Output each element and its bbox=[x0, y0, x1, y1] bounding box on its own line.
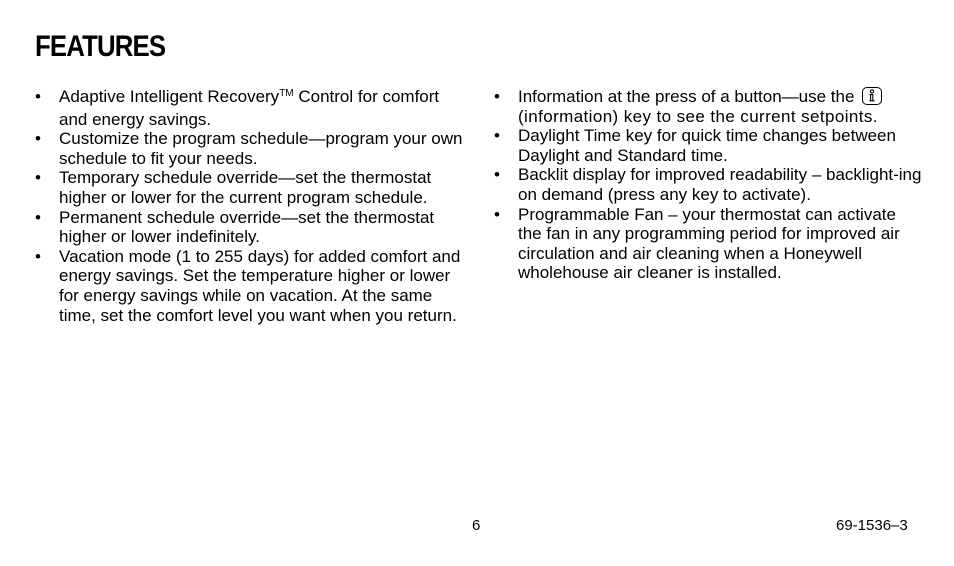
page-title: FEATURES bbox=[35, 30, 166, 63]
list-item-text: Permanent schedule override—set the thermostat higher or lower indefinitely. bbox=[59, 207, 435, 247]
list-item bbox=[35, 247, 465, 325]
trademark-mark: TM bbox=[279, 88, 294, 99]
info-key-icon bbox=[862, 87, 882, 105]
bullet: • bbox=[35, 207, 41, 227]
features-list-left bbox=[35, 87, 465, 325]
list-item bbox=[494, 87, 924, 126]
list-item-text: Control for comfort and energy savings. bbox=[59, 87, 440, 129]
bullet: • bbox=[494, 204, 500, 224]
list-item-text: Vacation mode (1 to 255 days) for added comfort and energy savings. Set the temperature higher or lower for energy savings while on vacation. At the same time, set the comfort level you want when you return. bbox=[59, 246, 461, 325]
page-number: 6 bbox=[472, 517, 481, 534]
list-item-text: Information at the press of a button—use the bbox=[518, 87, 855, 106]
features-list-right bbox=[494, 87, 924, 283]
list-item-text: Temporary schedule override—set the thermostat higher or lower for the current program schedule. bbox=[59, 168, 432, 207]
list-item-text: Customize the program schedule—program your own schedule to fit your needs. bbox=[59, 129, 463, 168]
list-item bbox=[494, 205, 924, 283]
bullet: • bbox=[35, 246, 41, 266]
list-item-text: Backlit display for improved readability – backlight-ing on demand (press any key to activate). bbox=[518, 165, 922, 204]
bullet: • bbox=[35, 129, 41, 149]
bullet: • bbox=[35, 168, 41, 188]
bullet: • bbox=[494, 126, 500, 146]
bullet: • bbox=[35, 87, 41, 106]
list-item-text: Daylight Time key for quick time changes between Daylight and Standard time. bbox=[518, 126, 896, 165]
list-item bbox=[35, 168, 465, 207]
list-item bbox=[35, 208, 465, 247]
bullet: • bbox=[494, 165, 500, 185]
bullet: • bbox=[494, 87, 500, 106]
list-item bbox=[35, 87, 465, 129]
list-item bbox=[35, 129, 465, 168]
document-number: 69-1536–3 bbox=[836, 517, 908, 534]
list-item bbox=[494, 126, 924, 165]
list-item-text: (information) key to see the current setpoints. bbox=[518, 106, 878, 126]
list-item bbox=[494, 165, 924, 204]
list-item-text: Programmable Fan – your thermostat can activate the fan in any programming period for improved air circulation and air cleaning when a Honeywell wholehouse air cleaner is installed. bbox=[518, 204, 900, 283]
list-item-text: Adaptive Intelligent Recovery bbox=[59, 87, 280, 106]
